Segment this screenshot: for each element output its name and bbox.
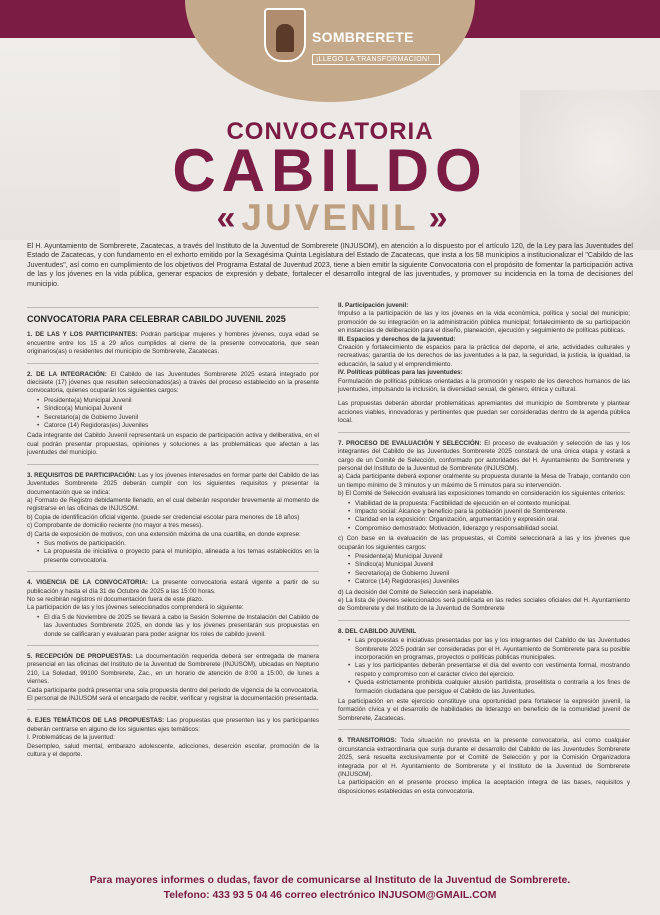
divider bbox=[27, 645, 319, 646]
section-text: Las y los jóvenes interesados en formar parte del Cabildo de las Juventudes Sombrerete 2025 deberán cumplir con los siguientes requisitos y presentar la documentación que se indica: bbox=[27, 471, 320, 496]
logo-plate bbox=[185, 0, 475, 102]
section-title: 9. TRANSITORIOS: bbox=[338, 737, 397, 745]
section-text: El proceso de evaluación y selección de las y los integrantes del Cabildo de las Juventudes Sombrerete 2025 constará de una única etapa y estará a cargo de un Comité de Selección, conformado por autoridades del H. Ayuntamiento de Sombrerete y personal del Instituto de la Juventud de Sombrerete (INJUSOM). bbox=[338, 439, 631, 472]
footer-line-1: Para mayores informes o dudas, favor de comunicarse al Instituto de la Juventud de Sombrerete. bbox=[89, 875, 571, 886]
section-text: Podrán participar mujeres y hombres jóvenes, cuya edad se encuentre entre los 15 a 29 años cumplidos al cierre de la presente convocatoria, que sean originarios(as) o residentes del municipio de Sombrerete, Zacatecas. bbox=[27, 331, 320, 356]
divider bbox=[27, 571, 319, 572]
list-item: • Catorce (14) Regidoras(es) Juveniles bbox=[348, 578, 630, 586]
section-evaluacion bbox=[338, 440, 630, 614]
requisito-a: a) Formato de Registro debidamente llenado, en el cual deberán responder brevemente al momento de registrarse en las oficinas de INJUSOM. bbox=[27, 496, 319, 513]
section-title: 3. REQUISITOS DE PARTICIPACIÓN: bbox=[27, 471, 137, 479]
section-vigencia bbox=[27, 579, 319, 639]
requisito-b: b) Copia de identificación oficial vigente. (puede ser credencial escolar para menores de 18 años) bbox=[27, 513, 300, 521]
cabildo-list bbox=[348, 637, 630, 696]
divider bbox=[338, 620, 630, 621]
list-item: • Queda estrictamente prohibida cualquier alusión partidista, proselitista o contraria a los fines de formación ciudadana que persigue el Cabildo de las Juventudes. bbox=[348, 679, 630, 696]
section-recepcion bbox=[27, 653, 319, 703]
left-column bbox=[27, 302, 319, 765]
section-text: El Cabildo de las Juventudes Sombrerete 2025 estará integrado por diecisiete (17) jóvenes que resulten seleccionados(as) a través del proceso establecido en la presente convocatoria, quienes ocuparán los siguientes cargos: bbox=[27, 370, 319, 395]
section-title: 7. PROCESO DE EVALUACIÓN Y SELECCIÓN: bbox=[338, 439, 482, 447]
title-juvenil: JUVENIL bbox=[241, 197, 419, 238]
criterio-c: c) Con base en la evaluación de las propuestas, el Comité seleccionará a las y los jóvenes que ocuparán los siguientes cargos: bbox=[338, 535, 630, 551]
divider bbox=[27, 307, 319, 308]
list-item: • Las propuestas e iniciativas presentadas por las y los integrantes del Cabildo de las Juventudes Sombrerete 2025 podrán ser consideradas por el H. Ayuntamiento de Sombrerete para su posible incorporación en programas, proyectos o políticas públicas municipales. bbox=[348, 637, 630, 662]
list-item: • Síndico(a) Municipal Juvenil bbox=[348, 561, 630, 569]
eje-text: Impulso a la participación de las y los jóvenes en la vida económica, política y social del municipio; promoción de su integración en la administración pública municipal; fortalecimiento de su participación en instancias de deliberación para el diseño, planeación, ejecución y seguimiento de políticas públicas. bbox=[338, 310, 630, 335]
requisito-d: d) Carta de exposición de motivos, con una extensión máxima de una cuartilla, en donde exprese: bbox=[27, 530, 301, 538]
criterio-e: e) La lista de jóvenes seleccionados será publicada en las redes sociales oficiales del H. Ayuntamiento de Sombrerete y del Instituto de la Juventud de Sombrerete bbox=[338, 597, 630, 613]
section-text: Toda situación no prevista en la presente convocatoria, así como cualquier circunstancia extraordinaria que surja durante el desarrollo del Cabildo de las Juventudes Sombrerete 2025, será resuelta exclusivamente por el Comité de Selección y por la Comisión Organizadora integrada por el H. Ayuntamiento de Sombrerete y el Instituto de la Juventud de Sombrerete (INJUSOM). bbox=[338, 737, 630, 778]
list-item: • Claridad en la exposición: Organización, argumentación y expresión oral. bbox=[348, 516, 630, 524]
section-integracion bbox=[27, 371, 319, 458]
section-title: 5. RECEPCIÓN DE PROPUESTAS: bbox=[27, 653, 133, 660]
intro-paragraph: El H. Ayuntamiento de Sombrerete, Zacatecas, a través del Instituto de la Juventud de Sombrerete (INJUSOM), en atención a lo dispuesto por el artículo 120, de la Ley para las Juventudes del Estado de Zacatecas, y con fundamento en el exhorto emitido por la Sexagésima Quinta Legislatura del Estado de Zacatecas, que insta a los 58 municipios a institucionalizar el "Cabildo de las Juventudes", así como en cumplimiento de los objetivos del Programa Estatal de Juventud 2023, tiene a bien emitir la siguiente Convocatoria con el propósito de fomentar la participación activa de las y los jóvenes en la vida pública, generar espacios de expresión y debate, fortalecer el desarrollo integral de las juventudes, y promover su incidencia en la toma de decisiones del municipio. bbox=[27, 242, 633, 288]
chevrons-left-icon: « bbox=[216, 198, 232, 237]
list-item: • Compromiso demostrado: Motivación, liderazgo y responsabilidad social. bbox=[348, 525, 630, 533]
section-title: 2. DE LA INTEGRACIÓN: bbox=[27, 370, 107, 378]
list-item: • Síndico(a) Municipal Juvenil bbox=[37, 405, 319, 413]
criterio-d: d) La decisión del Comité de Selección será inapelable. bbox=[338, 588, 494, 596]
list-item: • Impacto social: Alcance y beneficio para la población juvenil de Sombrerete. bbox=[348, 508, 630, 516]
footer-line-2: Telefono: 433 93 5 04 46 correo electrónico INJUSOM@GMAIL.COM bbox=[163, 890, 497, 901]
footer-contact bbox=[0, 873, 660, 903]
eje-title: IV. Políticas públicas para las juventudes: bbox=[338, 369, 463, 377]
criteria-list bbox=[348, 500, 630, 534]
section-text: La participación en el presente proceso implica la aceptación íntegra de las bases, requisitos y disposiciones establecidas en esta convocatoria. bbox=[338, 779, 630, 795]
eje-title: III. Espacios y derechos de la juventud: bbox=[338, 335, 456, 343]
vigencia-list bbox=[37, 614, 319, 639]
section-text: Cada participante podrá presentar una sola propuesta dentro del periodo de vigencia de la convocatoria. bbox=[27, 686, 319, 694]
section-text: Cada integrante del Cabildo Juvenil representará un espacio de participación activa y deliberativa, en el cual podrán presentar propuestas, opiniones y soluciones a las problemáticas que afectan a las juventudes del municipio. bbox=[27, 432, 319, 457]
divider bbox=[27, 363, 319, 364]
section-title: 4. VIGENCIA DE LA CONVOCATORIA: bbox=[27, 579, 148, 587]
section-requisitos bbox=[27, 472, 319, 565]
cargos-list bbox=[348, 553, 630, 587]
list-item: • La propuesta de iniciativa o proyecto para el municipio, alineada a los temas establecidos en la presente convocatoria. bbox=[37, 548, 319, 565]
list-item: • Presidente(a) Municipal Juvenil bbox=[37, 397, 319, 405]
eje-title: II. Participación juvenil: bbox=[338, 302, 409, 309]
divider bbox=[338, 432, 630, 433]
section-text: La participación de las y los jóvenes seleccionados comprenderá lo siguiente: bbox=[27, 604, 244, 612]
eje-text: Formulación de políticas públicas orientadas a la promoción y respeto de los derechos humanos de las juventudes, impulsando la inclusión, la diversidad sexual, de género, étnica y cultural. bbox=[338, 377, 630, 394]
section-title: 8. DEL CABILDO JUVENIL bbox=[338, 627, 417, 635]
section-text: Las propuestas deberán abordar problemáticas apremiantes del municipio de Sombrerete y plantear acciones viables, innovadoras y pertinentes que puedan ser consideradas dentro de la agenda pública local. bbox=[338, 400, 630, 425]
section-ejes bbox=[27, 717, 319, 759]
section-text: El personal de INJUSOM será el encargado de recibir, verificar y registrar la documentación presentada. bbox=[27, 695, 319, 703]
eje-text: Desempleo, salud mental, embarazo adolescente, adicciones, deserción escolar, promoción de la cultura y el deporte. bbox=[27, 742, 319, 759]
right-column bbox=[338, 302, 630, 802]
list-item: • Secretario(a) de Gobierno Juvenil bbox=[37, 414, 319, 422]
divider bbox=[27, 464, 319, 465]
section-text: No se recibirán registros ni documentación fuera de este plazo. bbox=[27, 595, 204, 603]
cargos-list bbox=[37, 397, 319, 431]
divider bbox=[338, 729, 630, 730]
logo-slogan: ¡LLEGÓ LA TRANSFORMACIÓN! bbox=[312, 54, 440, 65]
section-title: 6. EJES TEMÁTICOS DE LAS PROPUESTAS: bbox=[27, 717, 165, 725]
divider bbox=[27, 709, 319, 710]
section-ejes-cont bbox=[338, 302, 630, 426]
list-item: • Catorce (14) Regidoras(es) Juveniles bbox=[37, 422, 319, 430]
section-participantes bbox=[27, 331, 319, 356]
section-cabildo bbox=[338, 628, 630, 723]
title-juvenil-row bbox=[0, 198, 660, 238]
section-text: La documentación requerida deberá ser entregada de manera presencial en las oficinas del Instituto de la Juventud de Sombrerete (INJUSOM), ubicadas en Neptuno 210, La Soledad, 99100 Sombrerete, Zac., en un horario de atención de 8:00 a 15:00, de lunes a viernes. bbox=[27, 653, 319, 686]
title-convocatoria: CONVOCATORIA bbox=[226, 118, 434, 145]
section-text: La presente convocatoria estará vigente a partir de su publicación y hasta el día 31 de Octubre de 2025 a las 15:00 horas. bbox=[27, 579, 319, 595]
section-title: 1. DE LAS Y LOS PARTICIPANTES: bbox=[27, 331, 138, 339]
logo-name: SOMBRERETE bbox=[312, 29, 414, 45]
chevrons-right-icon: » bbox=[428, 198, 444, 237]
list-item: • El día 5 de Noviembre de 2025 se llevará a cabo la Sesión Solemne de Instalación del Cabildo de las Juventudes Sombrerete 2025, en donde las y los jóvenes presentarán sus propuestas en donde se calificaran y evaluaran para poder asignar los roles de cabildo juvenil. bbox=[37, 614, 319, 639]
motivos-list bbox=[37, 540, 319, 565]
list-item: • Viabilidad de la propuesta: Factibilidad de ejecución en el contexto municipal. bbox=[348, 500, 630, 508]
list-item: • Presidente(a) Municipal Juvenil bbox=[348, 553, 630, 561]
criterio-b: b) El Comité de Selección evaluará las exposiciones tomando en consideración los siguientes criterios: bbox=[338, 490, 626, 498]
convocatoria-heading: CONVOCATORIA PARA CELEBRAR CABILDO JUVENIL 2025 bbox=[27, 314, 286, 324]
section-text: Las propuestas que presenten las y los participantes deberán centrarse en alguno de los siguientes ejes temáticos: bbox=[27, 717, 319, 733]
list-item: • Secretario(a) de Gobierno Juvenil bbox=[348, 570, 630, 578]
eje-title: I. Problemáticas de la juventud: bbox=[27, 734, 115, 742]
municipal-shield-icon bbox=[264, 8, 306, 62]
list-item: • Sus motivos de participación. bbox=[37, 540, 319, 548]
section-transitorios bbox=[338, 737, 630, 796]
section-text: La participación en este ejercicio constituye una oportunidad para fortalecer la expresión juvenil, la formación cívica y el desarrollo de habilidades de liderazgo en beneficio de la comunidad juvenil de Sombrerete, Zacatecas. bbox=[338, 698, 630, 722]
criterio-a: a) Cada participante deberá exponer oralmente su propuesta durante la Mesa de Trabajo, contando con un tiempo mínimo de 3 minutos y un máximo de 5 minutos para su intervención. bbox=[338, 473, 630, 489]
requisito-c: c) Comprobante de domicilio reciente (no mayor a tres meses). bbox=[27, 522, 204, 530]
eje-text: Creación y fortalecimiento de espacios para la práctica del deporte, el arte, actividades culturales y recreativas; garantía de los derechos de las juventudes a la paz, la seguridad, la justicia, la igualdad, la educación, la salud y el emprendimiento. bbox=[338, 344, 630, 368]
list-item: • Las y los participantes deberán presentarse el día del evento con vestimenta formal, mostrando respeto y compromiso con el carácter cívico del ejercicio. bbox=[348, 662, 630, 679]
title-cabildo: CABILDO bbox=[172, 137, 488, 204]
